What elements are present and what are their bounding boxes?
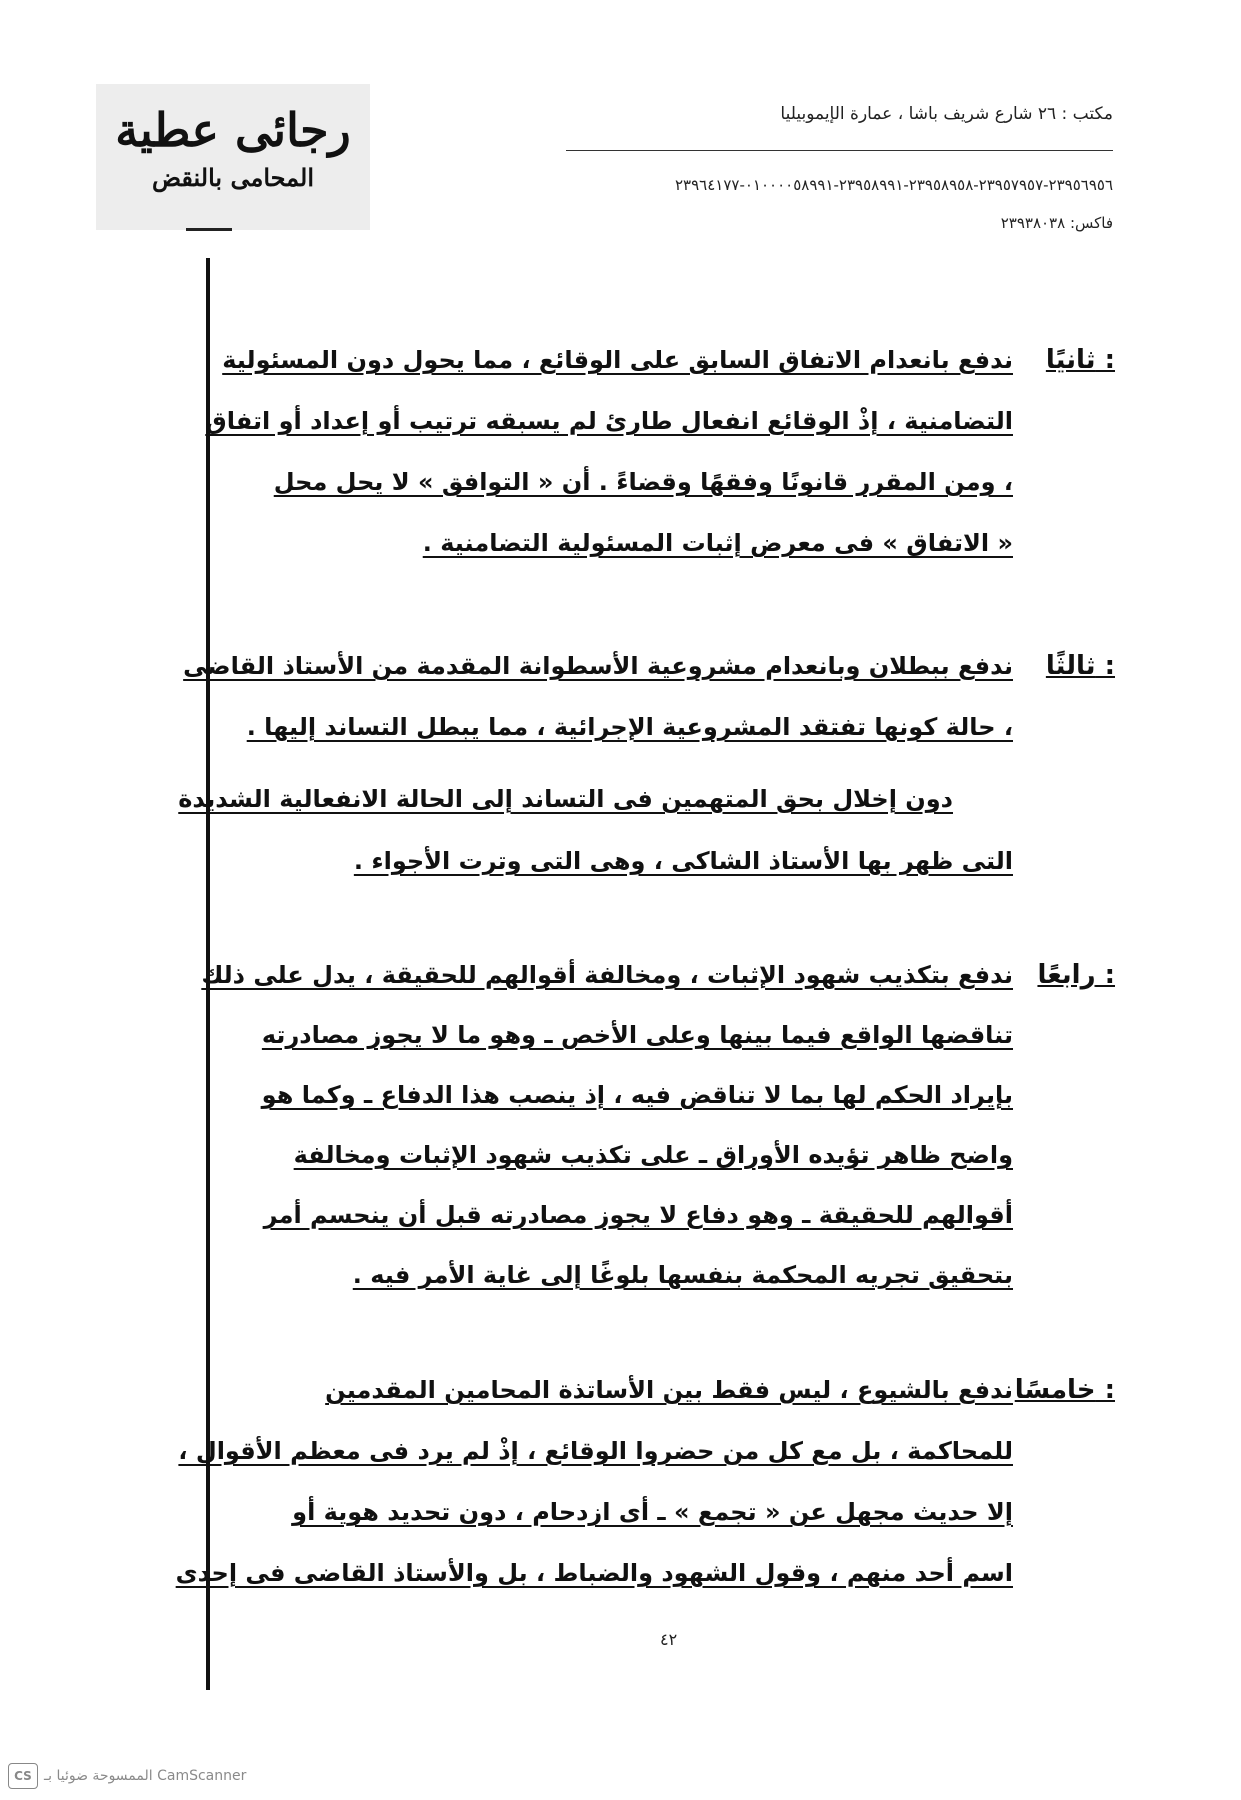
- section-fifth-line: إلا حديث مجهل عن « تجمع » ـ أى ازدحام ، دون تحديد هوية أو: [292, 1498, 1013, 1526]
- camscanner-icon: CS: [8, 1763, 38, 1789]
- scanner-watermark: الممسوحة ضوئيا بـ CamScanner: [44, 1768, 247, 1784]
- section-second-body: [205, 330, 1013, 574]
- section-fifth-line: اسم أحد منهم ، وقول الشهود والضباط ، بل والأستاذ القاضى فى إحدى: [175, 1559, 1013, 1587]
- section-second-line: ، ومن المقرر قانونًا وفقهًا وقضاءً . أن « التوافق » لا يحل محل: [273, 468, 1013, 496]
- section-fourth-line: واضح ظاهر تؤيده الأوراق ـ على تكذيب شهود الإثبات ومخالفة: [293, 1141, 1013, 1169]
- section-third-line: ندفع ببطلان وبانعدام مشروعية الأسطوانة المقدمة من الأستاذ القاضى: [183, 652, 1013, 680]
- logo-name: رجائى عطية: [115, 103, 351, 157]
- logo-underline: [186, 228, 232, 231]
- section-label-second: ثانيًا :: [1045, 345, 1115, 375]
- section-fourth-line: تناقضها الواقع فيما بينها وعلى الأخص ـ وهو ما لا يجوز مصادرته: [261, 1021, 1013, 1049]
- section-fourth-line: بإيراد الحكم لها بما لا تناقض فيه ، إذ ينصب هذا الدفاع ـ وكما هو: [261, 1081, 1013, 1109]
- section-fifth-body: [175, 1360, 1013, 1604]
- section-third-line: ، حالة كونها تفتقد المشروعية الإجرائية ، مما يبطل التساند إليها .: [246, 713, 1013, 741]
- fax-number: فاكس: ٢٣٩٣٨٠٣٨: [1000, 214, 1113, 232]
- section-fourth-body: [201, 945, 1013, 1305]
- phone-numbers: ٢٣٩٥٦٩٥٦-٢٣٩٥٧٩٥٧-٢٣٩٥٨٩٥٨-٢٣٩٥٨٩٩١-٠١٠٠٠٠٥٨٩٩١-٢٣٩٦٤١٧٧: [675, 176, 1113, 194]
- section-label-fifth: خامسًا :: [1014, 1375, 1115, 1405]
- header-divider: [566, 150, 1113, 151]
- page-number: ٤٢: [660, 1630, 678, 1649]
- lawyer-logo: [96, 84, 370, 230]
- section-fourth-line: أقوالهم للحقيقة ـ وهو دفاع لا يجوز مصادرته قبل أن ينحسم أمر: [263, 1201, 1013, 1229]
- logo-title: المحامى بالنقض: [152, 163, 314, 192]
- section-fifth-line: للمحاكمة ، بل مع كل من حضروا الوقائع ، إذْ لم يرد فى معظم الأقوال ،: [178, 1437, 1013, 1465]
- section-third-line: التى ظهر بها الأستاذ الشاكى ، وهى التى وترت الأجواء .: [353, 847, 1013, 875]
- section-second-line: التضامنية ، إذْ الوقائع انفعال طارئ لم يسبقه ترتيب أو إعداد أو اتفاق: [205, 407, 1013, 435]
- section-fifth-line: ندفع بالشيوع ، ليس فقط بين الأساتذة المحامين المقدمين: [325, 1376, 1013, 1404]
- section-third-line: دون إخلال بحق المتهمين فى التساند إلى الحالة الانفعالية الشديدة: [178, 785, 953, 813]
- section-second-line: ندفع بانعدام الاتفاق السابق على الوقائع ، مما يحول دون المسئولية: [222, 346, 1013, 374]
- section-label-third: ثالثًا :: [1045, 651, 1115, 681]
- section-fourth-line: بتحقيق تجريه المحكمة بنفسها بلوغًا إلى غاية الأمر فيه .: [352, 1261, 1013, 1289]
- section-third-continuation: [178, 768, 1013, 892]
- section-label-fourth: رابعًا :: [1037, 960, 1115, 990]
- section-second-line: « الاتفاق » فى معرض إثبات المسئولية التضامنية .: [422, 529, 1013, 557]
- office-address: مكتب : ٢٦ شارع شريف باشا ، عمارة الإيموبيليا: [780, 104, 1113, 124]
- section-third-body: [183, 636, 1013, 758]
- section-fourth-line: ندفع بتكذيب شهود الإثبات ، ومخالفة أقوالهم للحقيقة ، يدل على ذلك: [201, 961, 1013, 989]
